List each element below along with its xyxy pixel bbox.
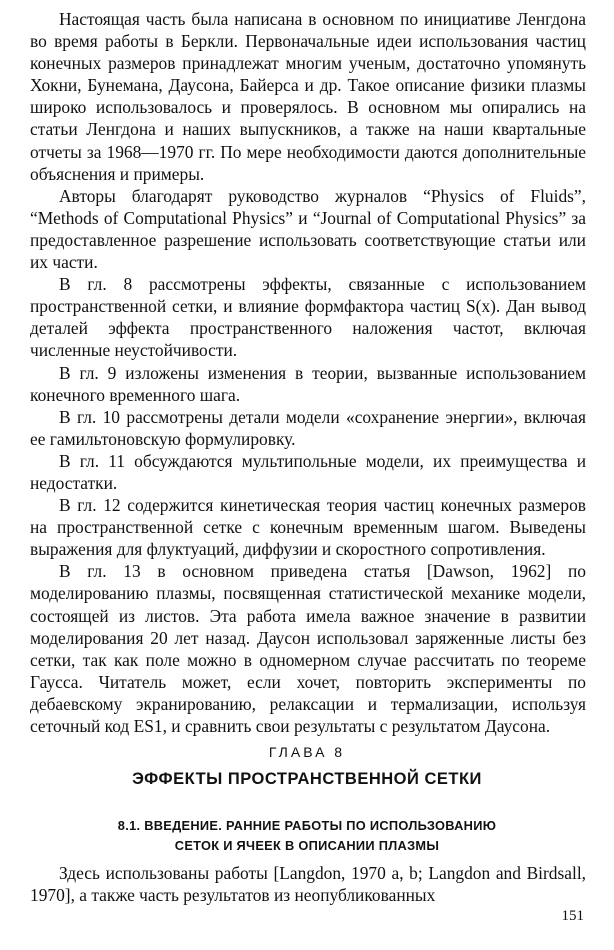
paragraph: Настоящая часть была написана в основном по инициативе Ленгдона во время работы в Беркли. Первоначальные идеи использования частиц конечных размеров принадлежат многим ученым, достаточно упомянуть Хокни, Бунемана, Даусона, Байерса и др. Такое описание физики плазмы широко использовалось и проверялось. В основном мы опирались на статьи Ленгдона и наших выпускников, а также на наши квартальные отчеты за 1968—1970 гг. По мере необходимости даются дополнительные объяснения и примеры. — [30, 9, 586, 184]
chapter-title: ЭФФЕКТЫ ПРОСТРАНСТВЕННОЙ СЕТКИ — [132, 770, 482, 788]
paragraph: Авторы благодарят руководство журналов “Physics of Fluids”, “Methods of Computational Physics” и “Journal of Computational Physics” за предоставленное разрешение использовать соответствующие статьи или их части. — [30, 185, 586, 273]
section-title-line-1: 8.1. ВВЕДЕНИЕ. РАННИЕ РАБОТЫ ПО ИСПОЛЬЗОВАНИЮ — [117, 818, 497, 833]
paragraph: Здесь использованы работы [Langdon, 1970 a, b; Langdon and Birdsall, 1970], а также часть результатов из неопубликованных — [30, 863, 586, 906]
page-number: 151 — [561, 908, 584, 924]
paragraph: В гл. 11 обсуждаются мультипольные модели, их преимущества и недостатки. — [30, 450, 586, 493]
paragraph: В гл. 13 в основном приведена статья [Dawson, 1962] по моделированию плазмы, посвященная статистической механике модели, состоящей из листов. Эта работа имела важное значение в развитии моделирования 20 лет назад. Даусон использовал заряженные листы без сетки, так как поле можно в одномерном случае рассчитать по теореме Гаусса. Читатель может, если хочет, повторить эксперименты по дебаевскому экранированию, релаксации и термализации, используя сеточный код ES1, и сравнить свои результаты с результатом Даусона. — [30, 561, 586, 736]
paragraph: В гл. 9 изложены изменения в теории, вызванные использованием конечного временного шага. — [30, 362, 586, 405]
paragraph: В гл. 10 рассмотрены детали модели «сохранение энергии», включая ее гамильтоновскую формулировку. — [30, 406, 586, 449]
paragraph: В гл. 12 содержится кинетическая теория частиц конечных размеров на пространственной сетке с конечным временным шагом. Выведены выражения для флуктуаций, диффузии и скоростного сопротивления. — [30, 495, 586, 560]
body-text — [30, 8, 586, 737]
section-intro — [30, 862, 586, 906]
paragraph: В гл. 8 рассмотрены эффекты, связанные с использованием пространственной сетки, и влияние формфактора частиц S(x). Дан вывод деталей эффекта пространственного наложения частот, включая численные неустойчивости. — [30, 274, 586, 361]
section-title — [0, 816, 614, 856]
section-title-line-2: СЕТОК И ЯЧЕЕК В ОПИСАНИИ ПЛАЗМЫ — [174, 838, 440, 853]
chapter-label: ГЛАВА 8 — [268, 744, 346, 760]
